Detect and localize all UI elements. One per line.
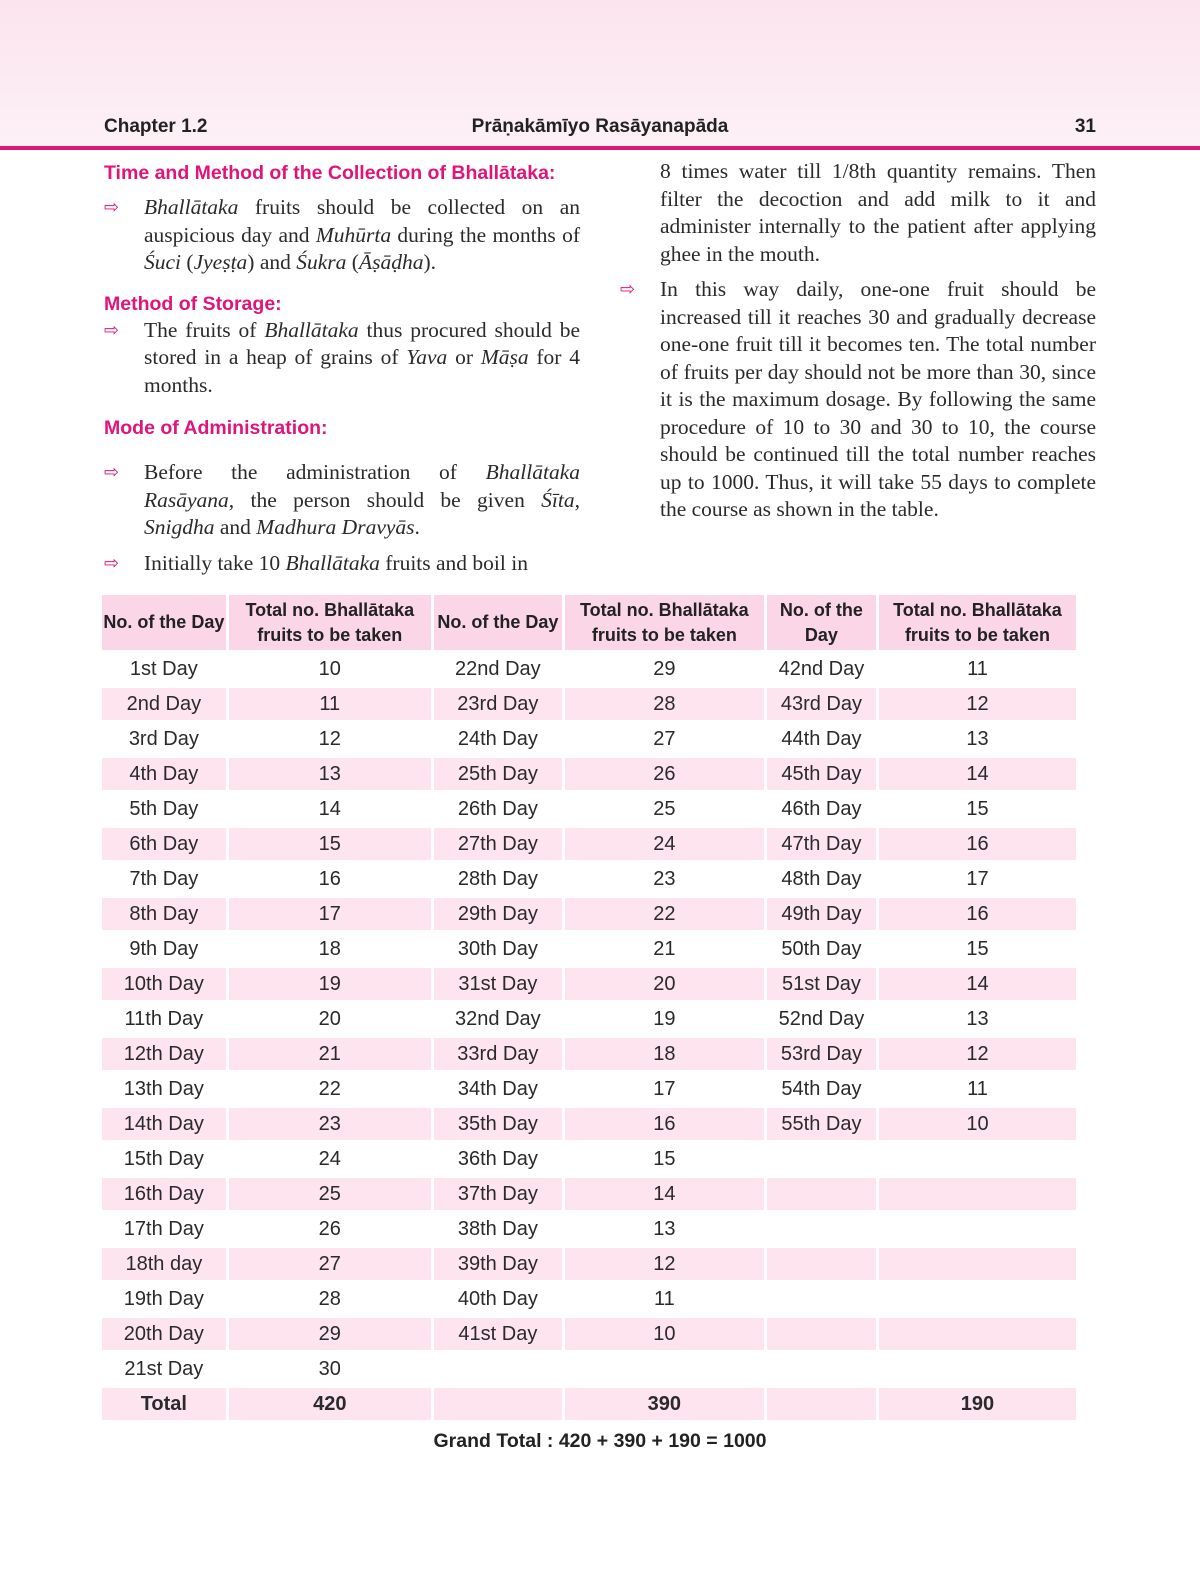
- table-cell: 26: [229, 1213, 431, 1245]
- dosage-table: [99, 592, 1079, 1423]
- text-run: Bhallātaka: [144, 195, 239, 219]
- table-cell: 28: [229, 1283, 431, 1315]
- total-cell: 190: [879, 1388, 1076, 1420]
- total-cell: [434, 1388, 562, 1420]
- heading-storage: Method of Storage:: [104, 292, 282, 315]
- table-cell: 14: [879, 968, 1076, 1000]
- table-cell: 11: [879, 653, 1076, 685]
- table-cell: 14: [229, 793, 431, 825]
- table-cell: [767, 1283, 876, 1315]
- chapter-label: Chapter 1.2: [104, 116, 208, 137]
- table-cell: [767, 1178, 876, 1210]
- table-cell: [565, 1353, 764, 1385]
- text-run: Bhallātaka: [285, 550, 380, 575]
- total-cell: 390: [565, 1388, 764, 1420]
- table-cell: [879, 1248, 1076, 1280]
- text-run: thus procured should be stored in a heap of grains of: [144, 317, 580, 369]
- table-cell: 38th Day: [434, 1213, 562, 1245]
- table-cell: 25th Day: [434, 758, 562, 790]
- col-header-fruits-3: Total no. Bhallātaka fruits to be taken: [879, 595, 1076, 650]
- table-cell: 11: [879, 1073, 1076, 1105]
- text-run: Muhūrta: [315, 222, 392, 247]
- collection-text: [144, 195, 580, 274]
- text-run: Before the administration of: [144, 460, 486, 484]
- total-cell: [767, 1388, 876, 1420]
- arrow-right-icon: ⇨: [620, 279, 636, 300]
- table-cell: 23: [229, 1108, 431, 1140]
- table-cell: 43rd Day: [767, 688, 876, 720]
- table-cell: 23: [565, 863, 764, 895]
- table-cell: 14: [879, 758, 1076, 790]
- table-cell: [767, 1143, 876, 1175]
- table-cell: 45th Day: [767, 758, 876, 790]
- text-run: ,: [574, 487, 580, 512]
- collection-bullet: [104, 194, 580, 277]
- col-header-day-2: No. of the Day: [434, 595, 562, 650]
- total-cell: Total: [102, 1388, 226, 1420]
- table-cell: 11: [565, 1283, 764, 1315]
- table-cell: 21st Day: [102, 1353, 226, 1385]
- table-row: [102, 793, 1076, 825]
- table-cell: 41st Day: [434, 1318, 562, 1350]
- table-cell: 36th Day: [434, 1143, 562, 1175]
- table-body: [102, 653, 1076, 1420]
- table-row: [102, 1108, 1076, 1140]
- table-cell: 11th Day: [102, 1003, 226, 1035]
- table-cell: [879, 1143, 1076, 1175]
- text-run: Yava: [406, 345, 448, 369]
- table-row: [102, 758, 1076, 790]
- text-run: Āṣāḍha: [358, 250, 424, 274]
- table-cell: 20th Day: [102, 1318, 226, 1350]
- table-cell: 11: [229, 688, 431, 720]
- total-cell: 420: [229, 1388, 431, 1420]
- heading-administration: Mode of Administration:: [104, 417, 328, 439]
- text-run: Bhallātaka: [264, 317, 359, 342]
- table-cell: 15: [879, 933, 1076, 965]
- table-cell: 22: [565, 898, 764, 930]
- table-row: [102, 898, 1076, 930]
- table-cell: 15: [565, 1143, 764, 1175]
- table-cell: 20: [229, 1003, 431, 1035]
- table-cell: 18th day: [102, 1248, 226, 1280]
- table-cell: [767, 1248, 876, 1280]
- table-cell: 29th Day: [434, 898, 562, 930]
- text-run: ).: [423, 250, 437, 274]
- header-rule: [0, 146, 1200, 150]
- table-cell: 14th Day: [102, 1108, 226, 1140]
- col-header-fruits-2: Total no. Bhallātaka fruits to be taken: [565, 595, 764, 650]
- table-cell: 18: [229, 933, 431, 965]
- table-cell: [767, 1353, 876, 1385]
- table-cell: 32nd Day: [434, 1003, 562, 1035]
- table-cell: [879, 1178, 1076, 1210]
- table-cell: 51st Day: [767, 968, 876, 1000]
- text-run: Śukra: [296, 250, 347, 274]
- arrow-right-icon: ⇨: [104, 319, 120, 341]
- table-cell: 12: [229, 723, 431, 755]
- table-cell: 52nd Day: [767, 1003, 876, 1035]
- table-cell: 16th Day: [102, 1178, 226, 1210]
- table-cell: 19: [565, 1003, 764, 1035]
- left-column: [104, 160, 580, 577]
- table-cell: 50th Day: [767, 933, 876, 965]
- text-run: Śuci: [144, 250, 182, 274]
- table-cell: 54th Day: [767, 1073, 876, 1105]
- table-cell: 13: [879, 1003, 1076, 1035]
- table-cell: [879, 1283, 1076, 1315]
- table-row: [102, 1213, 1076, 1245]
- table-cell: 27: [565, 723, 764, 755]
- table-cell: [879, 1318, 1076, 1350]
- table-cell: 16: [879, 898, 1076, 930]
- table-cell: 20: [565, 968, 764, 1000]
- table-header-row: [102, 595, 1076, 650]
- table-cell: [879, 1213, 1076, 1245]
- text-run: and: [214, 515, 257, 539]
- table-cell: 31st Day: [434, 968, 562, 1000]
- table-cell: 10: [565, 1318, 764, 1350]
- table-cell: 9th Day: [102, 933, 226, 965]
- text-run: Jyeṣṭa: [193, 250, 248, 274]
- table-cell: 26th Day: [434, 793, 562, 825]
- dosage-bullet: [620, 276, 1096, 524]
- text-run: (: [181, 250, 194, 274]
- table-cell: 12: [879, 1038, 1076, 1070]
- table-row: [102, 1248, 1076, 1280]
- table-cell: 10th Day: [102, 968, 226, 1000]
- admin-bullet-1: [104, 459, 580, 542]
- table-row: [102, 968, 1076, 1000]
- table-row: [102, 653, 1076, 685]
- table-cell: 30th Day: [434, 933, 562, 965]
- table-cell: 24: [229, 1143, 431, 1175]
- table-cell: 53rd Day: [767, 1038, 876, 1070]
- table-row: [102, 1353, 1076, 1385]
- dosage-text: In this way daily, one-one fruit should be increased till it reaches 30 and gradually decrease one-one fruit till it becomes ten. The total number of fruits per day should not be more than 30, since it is the maximum dosage. By following the same procedure of 10 to 30 and 30 to 10, the course should be continued till the total number reaches up to 1000. Thus, it will take 55 days to complete the course as shown in the table.: [660, 277, 1096, 521]
- table-row: [102, 1143, 1076, 1175]
- table-cell: 29: [565, 653, 764, 685]
- continuation-paragraph: 8 times water till 1/8th quantity remains. Then filter the decoction and add milk to it and administer internally to the patient after applying ghee in the mouth.: [660, 159, 1096, 266]
- table-row: [102, 828, 1076, 860]
- table-cell: 10: [229, 653, 431, 685]
- table-cell: 16: [879, 828, 1076, 860]
- admin-text-1: [144, 460, 580, 539]
- table-cell: 25: [229, 1178, 431, 1210]
- table-cell: 17: [229, 898, 431, 930]
- text-run: Māṣa: [480, 345, 529, 369]
- table-cell: 17: [879, 863, 1076, 895]
- table-row: [102, 688, 1076, 720]
- table-cell: 40th Day: [434, 1283, 562, 1315]
- text-run: Snigdha: [144, 515, 215, 539]
- page-header: [104, 116, 1096, 144]
- table-cell: 16: [229, 863, 431, 895]
- table-cell: [767, 1213, 876, 1245]
- page-title: Prāṇakāmīyo Rasāyanapāda: [471, 116, 729, 137]
- table-cell: 18: [565, 1038, 764, 1070]
- table-cell: 3rd Day: [102, 723, 226, 755]
- table-cell: [879, 1353, 1076, 1385]
- admin-bullet-2: [104, 550, 580, 578]
- table-row: [102, 1318, 1076, 1350]
- table-cell: 21: [229, 1038, 431, 1070]
- table-cell: 28th Day: [434, 863, 562, 895]
- grand-total: Grand Total : 420 + 390 + 190 = 1000: [433, 1430, 767, 1452]
- table-cell: 13: [879, 723, 1076, 755]
- table-cell: 24th Day: [434, 723, 562, 755]
- text-run: during the months of: [391, 222, 580, 247]
- table-cell: 37th Day: [434, 1178, 562, 1210]
- admin-text-2: [144, 551, 528, 575]
- text-run: or: [447, 345, 481, 369]
- text-run: ) and: [247, 250, 297, 274]
- table-cell: 12: [565, 1248, 764, 1280]
- table-cell: 7th Day: [102, 863, 226, 895]
- table-cell: 46th Day: [767, 793, 876, 825]
- table-cell: 49th Day: [767, 898, 876, 930]
- table-cell: 30: [229, 1353, 431, 1385]
- col-header-day-1: No. of the Day: [102, 595, 226, 650]
- table-row: [102, 1073, 1076, 1105]
- table-cell: 35th Day: [434, 1108, 562, 1140]
- table-cell: [434, 1353, 562, 1385]
- text-run: .: [414, 515, 420, 539]
- table-cell: 10: [879, 1108, 1076, 1140]
- table-row: [102, 1178, 1076, 1210]
- right-column: [620, 158, 1096, 524]
- page-number: 31: [1074, 116, 1096, 137]
- table-cell: 17: [565, 1073, 764, 1105]
- table-cell: 47th Day: [767, 828, 876, 860]
- table-row: [102, 1283, 1076, 1315]
- table-row: [102, 863, 1076, 895]
- table-cell: 29: [229, 1318, 431, 1350]
- dosage-table-container: [102, 592, 1082, 1423]
- table-cell: 17th Day: [102, 1213, 226, 1245]
- table-cell: 1st Day: [102, 653, 226, 685]
- text-run: Madhura Dravyās: [256, 515, 415, 539]
- table-cell: 44th Day: [767, 723, 876, 755]
- table-cell: 13: [565, 1213, 764, 1245]
- text-run: Initially take 10: [144, 550, 286, 575]
- storage-text: [144, 318, 580, 397]
- arrow-right-icon: ⇨: [104, 552, 120, 574]
- table-cell: 22: [229, 1073, 431, 1105]
- arrow-right-icon: ⇨: [104, 462, 120, 483]
- table-row: [102, 1038, 1076, 1070]
- table-cell: 19th Day: [102, 1283, 226, 1315]
- table-cell: 22nd Day: [434, 653, 562, 685]
- table-cell: 8th Day: [102, 898, 226, 930]
- table-cell: 5th Day: [102, 793, 226, 825]
- storage-bullet: [104, 317, 580, 400]
- table-cell: 15th Day: [102, 1143, 226, 1175]
- table-cell: 14: [565, 1178, 764, 1210]
- table-row: [102, 723, 1076, 755]
- text-run: Bhallātaka Rasāyana: [144, 460, 580, 512]
- text-run: fruits and boil in: [379, 550, 528, 575]
- table-cell: 27: [229, 1248, 431, 1280]
- col-header-fruits-1: Total no. Bhallātaka fruits to be taken: [229, 595, 431, 650]
- table-cell: 34th Day: [434, 1073, 562, 1105]
- text-run: , the person should be given: [228, 487, 542, 512]
- table-cell: 55th Day: [767, 1108, 876, 1140]
- heading-collection: Time and Method of the Collection of Bhallātaka:: [104, 162, 556, 184]
- table-row: [102, 933, 1076, 965]
- table-cell: 24: [565, 828, 764, 860]
- table-row: [102, 1003, 1076, 1035]
- table-cell: 13: [229, 758, 431, 790]
- table-cell: 23rd Day: [434, 688, 562, 720]
- text-run: for 4 months.: [144, 345, 580, 397]
- table-cell: 16: [565, 1108, 764, 1140]
- table-cell: 12th Day: [102, 1038, 226, 1070]
- table-cell: 15: [229, 828, 431, 860]
- table-cell: 2nd Day: [102, 688, 226, 720]
- table-cell: 25: [565, 793, 764, 825]
- text-run: The fruits of: [144, 317, 265, 342]
- table-cell: 19: [229, 968, 431, 1000]
- table-cell: 12: [879, 688, 1076, 720]
- table-cell: 28: [565, 688, 764, 720]
- text-run: fruits should be collected on an auspicious day and: [144, 195, 580, 247]
- table-cell: 4th Day: [102, 758, 226, 790]
- table-cell: 42nd Day: [767, 653, 876, 685]
- table-cell: 33rd Day: [434, 1038, 562, 1070]
- table-cell: [767, 1318, 876, 1350]
- table-cell: 26: [565, 758, 764, 790]
- table-cell: 15: [879, 793, 1076, 825]
- text-run: (: [346, 250, 359, 274]
- table-cell: 27th Day: [434, 828, 562, 860]
- table-total-row: [102, 1388, 1076, 1420]
- table-cell: 21: [565, 933, 764, 965]
- col-header-day-3: No. of the Day: [767, 595, 876, 650]
- table-cell: 13th Day: [102, 1073, 226, 1105]
- text-run: Śīta: [541, 487, 575, 512]
- arrow-right-icon: ⇨: [104, 197, 120, 218]
- table-cell: 39th Day: [434, 1248, 562, 1280]
- table-cell: 6th Day: [102, 828, 226, 860]
- table-cell: 48th Day: [767, 863, 876, 895]
